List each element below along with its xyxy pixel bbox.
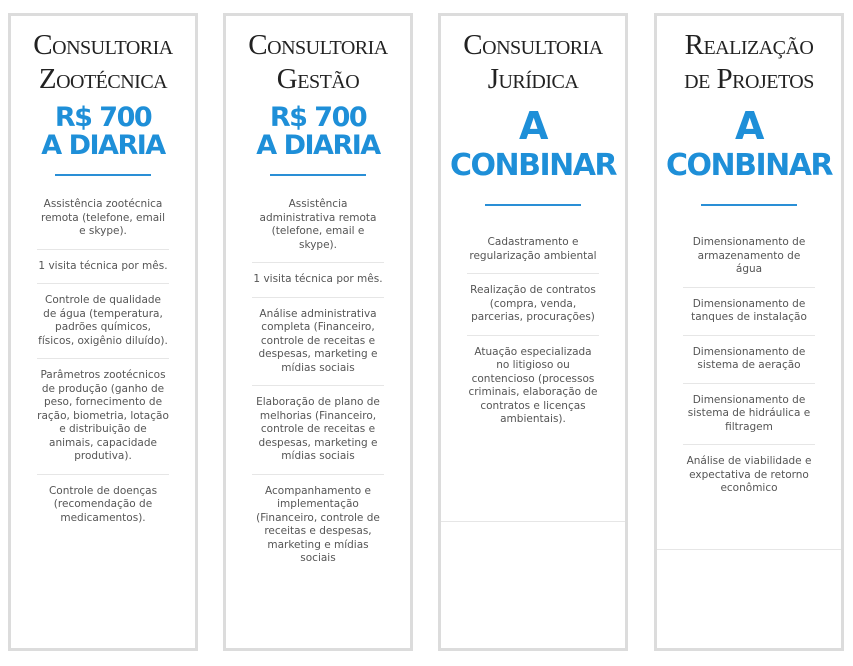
divider — [270, 174, 366, 176]
card-price — [11, 104, 195, 160]
pricing-card-projetos — [654, 13, 844, 651]
list-end-divider — [441, 521, 625, 522]
pricing-card-zootecnica — [8, 13, 198, 651]
card-title-line2: Gestão — [276, 63, 360, 95]
feature-list — [226, 198, 410, 576]
price-amount: R$ 700 — [269, 102, 367, 133]
feature-item: Elaboração de plano de melhorias (Financeiro, controle de receitas e despesas, marketing e mídias sociais — [252, 385, 384, 474]
price-unit: CONBINAR — [449, 148, 617, 183]
card-title-line1: Consultoria — [33, 29, 173, 61]
price-unit: A DIARIA — [256, 130, 380, 161]
feature-item: Parâmetros zootécnicos de produção (ganho de peso, fornecimento de ração, biometria, lotação e distribuição de animais, capacidade produtiva). — [37, 358, 169, 474]
card-price — [657, 106, 841, 186]
price-amount: A — [735, 104, 763, 148]
feature-item: Dimensionamento de sistema de hidráulica e filtragem — [683, 383, 815, 445]
feature-item: Cadastramento e regularização ambiental — [469, 236, 597, 262]
price-unit: CONBINAR — [665, 148, 833, 183]
card-title-line2: Jurídica — [487, 63, 579, 95]
feature-item: 1 visita técnica por mês. — [252, 262, 384, 297]
price-unit: A DIARIA — [41, 130, 165, 161]
feature-item: Assistência zootécnica remota (telefone, email e skype). — [40, 198, 165, 237]
card-title-line2: Zootécnica — [38, 63, 168, 95]
feature-item: Realização de contratos (compra, venda, parcerias, procurações) — [467, 273, 599, 335]
divider — [55, 174, 151, 176]
feature-item: Controle de doenças (recomendação de medicamentos). — [37, 474, 169, 536]
pricing-card-gestao — [223, 13, 413, 651]
card-price — [226, 104, 410, 160]
list-end-divider — [657, 549, 841, 550]
card-title — [11, 28, 195, 96]
feature-item: Acompanhamento e implementação (Financeiro, controle de receitas e despesas, marketing e mídias sociais — [252, 474, 384, 576]
card-title — [441, 28, 625, 96]
feature-item: 1 visita técnica por mês. — [37, 249, 169, 284]
price-amount: R$ 700 — [54, 102, 152, 133]
card-title-line2: de Projetos — [684, 63, 814, 95]
feature-item: Dimensionamento de armazenamento de água — [692, 236, 806, 275]
card-title — [657, 28, 841, 96]
feature-list — [11, 198, 195, 535]
feature-item: Análise administrativa completa (Financeiro, controle de receitas e despesas, marketing e mídias sociais — [252, 297, 384, 386]
card-price — [441, 106, 625, 186]
feature-item: Dimensionamento de sistema de aeração — [683, 335, 815, 383]
price-amount: A — [519, 104, 547, 148]
feature-list — [441, 236, 625, 437]
card-title-line1: Consultoria — [248, 29, 388, 61]
feature-item: Dimensionamento de tanques de instalação — [683, 287, 815, 335]
feature-item: Atuação especializada no litigioso ou contencioso (processos criminais, elaboração de contratos e licenças ambientais). — [467, 335, 599, 437]
feature-item: Assistência administrativa remota (telefone, email e skype). — [259, 198, 377, 251]
feature-item: Controle de qualidade de água (temperatura, padrões químicos, físicos, oxigênio diluído). — [37, 283, 169, 358]
pricing-card-juridica — [438, 13, 628, 651]
feature-list — [657, 236, 841, 506]
card-title-line1: Consultoria — [463, 29, 603, 61]
divider — [485, 204, 581, 206]
divider — [701, 204, 797, 206]
card-title-line1: Realização — [684, 29, 814, 61]
feature-item: Análise de viabilidade e expectativa de retorno econômico — [683, 444, 815, 506]
card-title — [226, 28, 410, 96]
